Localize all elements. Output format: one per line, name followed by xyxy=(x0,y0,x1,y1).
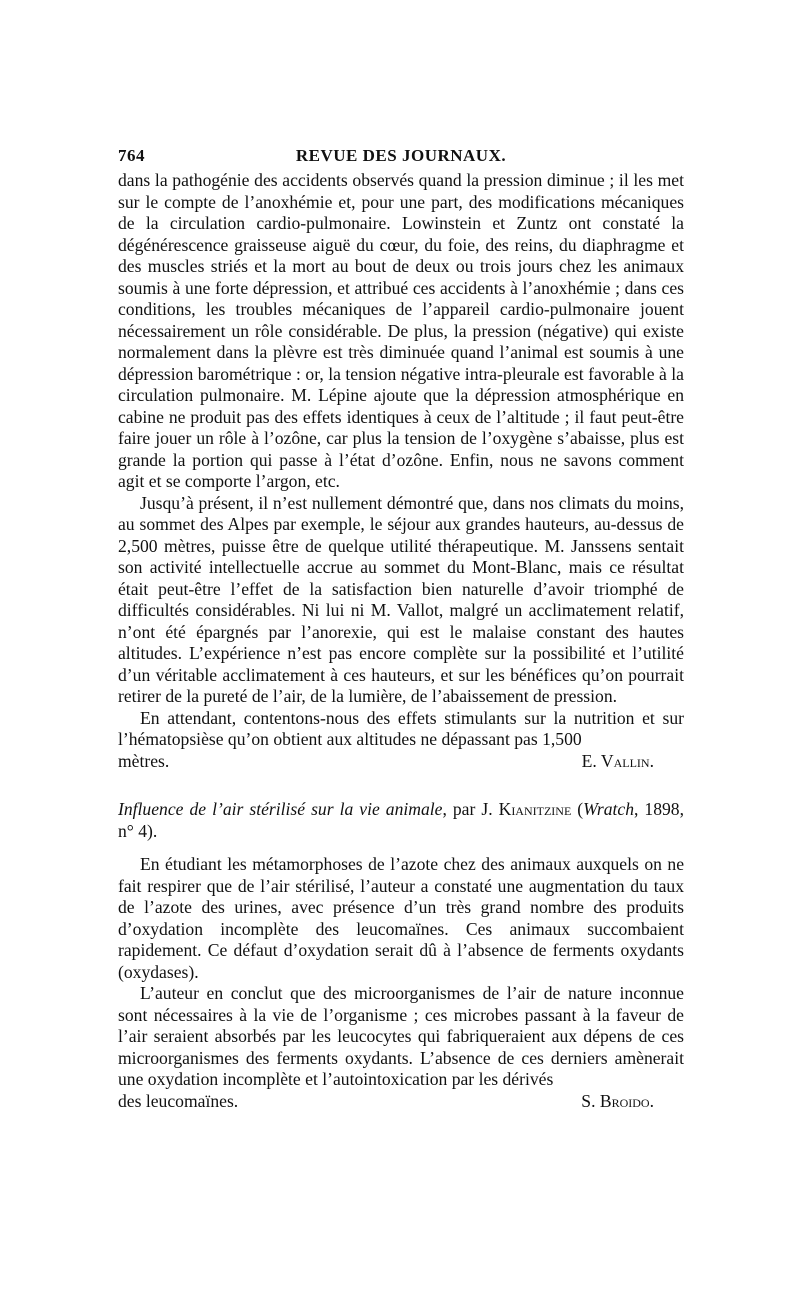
article1-closing-text: mètres. xyxy=(118,750,170,771)
article2-heading xyxy=(118,798,684,842)
running-title: REVUE DES JOURNAUX. xyxy=(295,146,507,165)
running-header xyxy=(118,146,684,170)
article1-signature: E. Vallin. xyxy=(581,750,654,771)
article2-source-journal: Wratch xyxy=(583,799,634,819)
article2-source-rest: , 1898, n° 4). xyxy=(118,799,684,841)
article2-signature: S. Broido. xyxy=(581,1090,654,1111)
article2-author: Kianitzine xyxy=(498,799,572,819)
article1-paragraph-3: En attendant, contentons-nous des effets stimulants sur la nutrition et sur l’hématopsièse qu’on obtient aux altitudes ne dépassant pas 1,500 xyxy=(118,707,684,749)
article2-closing-text: des leucomaïnes. xyxy=(118,1090,239,1111)
article2-title: Influence de l’air stérilisé sur la vie animale xyxy=(118,799,443,819)
article2-paragraph-2: L’auteur en conclut que des microorganismes de l’air de nature inconnue sont nécessaires à la vie de l’organisme ; ces microbes passant à la faveur de l’air seraient absorbés par les leucocytes qui fabriqueraient aux dépens de ces microorganismes des ferments oxydants. L’absence de ces derniers amènerait une oxydation incomplète et l’autointoxication par les dérivés xyxy=(118,983,684,1089)
page xyxy=(118,146,684,1112)
article2-paragraph-1: En étudiant les métamorphoses de l’azote chez des animaux auxquels on ne fait respirer que de l’air stérilisé, l’auteur a constaté une augmentation du taux de l’azote des urines, avec présence d’un très grand nombre des produits d’oxydation incomplète des leucomaïnes. Ces animaux succombaient rapidement. Ce défaut d’oxydation serait dû à l’absence de ferments oxydants (oxydases). xyxy=(118,854,684,982)
article2-closing-line xyxy=(118,1091,684,1113)
article2-by: , par J. xyxy=(442,799,499,819)
page-number: 764 xyxy=(118,146,145,165)
article1-paragraph-2: Jusqu’à présent, il n’est nullement démontré que, dans nos climats du moins, au sommet des Alpes par exemple, le séjour aux grandes hauteurs, au-dessus de 2,500 mètres, puisse être de quelque utilité thérapeutique. M. Janssens sentait son activité intellectuelle accrue au sommet du Mont-Blanc, mais ce résultat était peut-être l’effet de la satisfaction bien naturelle d’avoir triomphé de difficultés considérables. Ni lui ni M. Vallot, malgré un acclimatement relatif, n’ont été épargnés par l’anorexie, qui est le malaise constant des hautes altitudes. L’expérience n’est pas encore complète sur la possibilité et l’utilité d’un véritable acclimatement à ces hauteurs, et sur les bénéfices qu’on pourrait retirer de la pureté de l’air, de la lumière, de l’abaissement de pression. xyxy=(118,492,684,706)
article2-source-open: ( xyxy=(571,799,584,819)
article1-closing-line xyxy=(118,751,684,773)
article1-paragraph-1: dans la pathogénie des accidents observés quand la pression diminue ; il les met sur le compte de l’anoxhémie et, pour une part, des modifications mécaniques de la circulation cardio-pulmonaire. Lowinstein et Zuntz ont constaté la dégénérescence graisseuse aiguë du cœur, du foie, des reins, du diaphragme et des muscles striés et la mort au bout de deux ou trois jours chez les animaux soumis à une forte dépression, et attribué ces accidents à l’anoxhémie ; dans ces conditions, les troubles mécaniques de l’appareil cardio-pulmonaire jouent nécessairement un rôle considérable. De plus, la pression (négative) qui existe normalement dans la plèvre est très diminuée quand l’animal est soumis à une dépression barométrique : or, la tension négative intra-pleurale est favorable à la circulation pulmonaire. M. Lépine ajoute que la dépression atmosphérique en cabine ne produit pas des effets identiques à ceux de l’altitude ; il faut peut-être faire jouer un rôle à l’ozône, car plus la tension de l’oxygène s’abaisse, plus est grande la portion qui passe à l’état d’ozône. Enfin, nous ne savons comment agit et se comporte l’argon, etc. xyxy=(118,170,684,491)
